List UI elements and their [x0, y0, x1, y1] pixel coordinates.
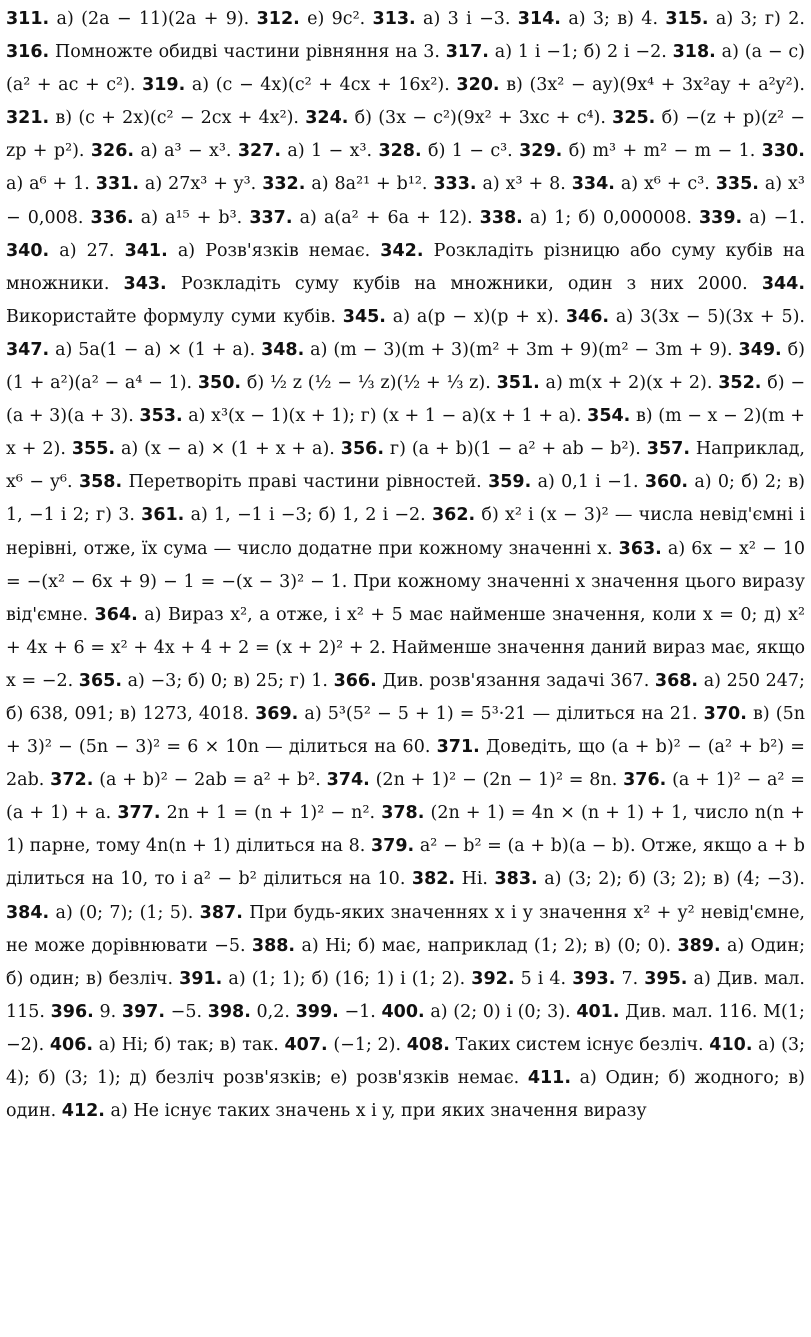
answer-text: а) m(x + 2)(x + 2). [545, 373, 713, 394]
answer-text: 7. [621, 968, 639, 989]
answer-number: 356. [340, 439, 384, 460]
answer-number: 379. [371, 836, 415, 857]
answer-number: 401. [576, 1001, 620, 1022]
answer-text: (a + b)² − 2ab = a² + b². [99, 770, 321, 791]
answer-text: а) Див. мал. 115. [6, 968, 805, 1022]
answer-number: 326. [90, 141, 135, 162]
answer-number: 410. [709, 1034, 753, 1055]
answer-text: а) (2; 0) і (0; 3). [430, 1001, 571, 1022]
answer-number: 339. [698, 207, 743, 228]
answer-text: а) x⁶ + c³. [620, 174, 710, 195]
answer-number: 321. [6, 108, 50, 129]
answer-text: Див. мал. 116. M(1; −2). [6, 1001, 805, 1055]
answer-text: а) x³ − 0,008. [6, 174, 805, 228]
answer-number: 398. [207, 1001, 251, 1022]
answer-number: 341. [124, 240, 168, 261]
answer-number: 329. [519, 141, 563, 162]
answer-text: Помножте обидві частини рівняння на 3. [55, 42, 440, 63]
answer-number: 399. [295, 1001, 339, 1022]
answer-number: 408. [406, 1034, 450, 1055]
answer-text: а) 250 247; б) 638, 091; в) 1273, 4018. [6, 670, 805, 724]
answer-text: е) 9c². [307, 9, 366, 29]
answer-text: а) x³ + 8. [482, 174, 566, 195]
answer-text: Розкладіть різницю або суму кубів на множники. [6, 240, 805, 294]
answer-number: 397. [121, 1001, 166, 1022]
answer-text: Таких систем існує безліч. [455, 1034, 704, 1055]
answer-number: 357. [646, 439, 690, 460]
answer-number: 353. [139, 406, 183, 427]
answer-number: 335. [715, 174, 759, 195]
answer-number: 364. [94, 604, 138, 625]
answer-text: а) Один; б) один; в) безліч. [6, 935, 805, 989]
answer-text: При будь-яких значеннях x і y значення x² + y² невід'ємне, не може дорівнювати −5. [6, 902, 805, 956]
answer-text: а) 8a²¹ + b¹². [311, 174, 428, 195]
answer-text: а) (3; 2); б) (3; 2); в) (4; −3). [544, 869, 805, 890]
answer-number: 377. [117, 803, 161, 824]
answer-text: а) a³ − x³. [140, 141, 232, 162]
answer-number: 389. [677, 935, 721, 956]
answer-text: а) 5³(5² − 5 + 1) = 5³·21 — ділиться на 21. [304, 703, 698, 724]
answer-number: 319. [142, 75, 186, 96]
answer-text: Розкладіть суму кубів на множники, один з них 2000. [180, 273, 748, 294]
answer-number: 396. [50, 1001, 94, 1022]
answer-text: а) 27. [59, 240, 115, 261]
answer-text: (2n + 1) = 4n × (n + 1) + 1, число n(n + 1) парне, тому 4n(n + 1) ділиться на 8. [6, 803, 805, 857]
answer-number: 333. [433, 174, 477, 195]
answer-number: 368. [654, 670, 699, 691]
answer-number: 383. [494, 869, 538, 890]
answer-text: а) 1; б) 0,000008. [529, 207, 692, 228]
answer-text: Перетворіть праві частини рівностей. [128, 472, 482, 493]
answer-number: 311. [6, 9, 50, 29]
answer-number: 407. [284, 1034, 328, 1055]
answer-number: 331. [95, 174, 139, 195]
answer-number: 332. [262, 174, 306, 195]
answer-text: а) 1, −1 і −3; б) 1, 2 і −2. [190, 505, 426, 526]
answer-number: 340. [6, 240, 50, 261]
answer-text: а) 1 − x³. [287, 141, 373, 162]
answer-text: (−1; 2). [333, 1034, 402, 1055]
answer-number: 382. [411, 869, 456, 890]
answer-number: 346. [565, 306, 610, 327]
answer-text: (a + 1)² − a² = (a + 1) + a. [6, 770, 805, 824]
answer-text: а) (0; 7); (1; 5). [55, 902, 194, 923]
answer-text: Доведіть, що (a + b)² − (a² + b²) = 2ab. [6, 737, 805, 791]
answer-text: а) 6x − x² − 10 = −(x² − 6x + 9) − 1 = −(x − 3)² − 1. При кожному значенні x значення цього виразу від'ємне. [6, 538, 805, 625]
answer-text: −5. [170, 1001, 203, 1022]
answer-number: 334. [571, 174, 615, 195]
answer-number: 406. [49, 1034, 94, 1055]
answer-number: 325. [612, 108, 656, 129]
answer-number: 363. [618, 538, 662, 559]
answer-number: 318. [672, 42, 716, 63]
answer-text: а) −3; б) 0; в) 25; г) 1. [127, 670, 328, 691]
answer-number: 314. [517, 9, 561, 29]
answer-number: 350. [197, 373, 242, 394]
answer-number: 411. [527, 1068, 571, 1088]
answer-text: в) (5n + 3)² − (5n − 3)² = 6 × 10n — ділиться на 60. [6, 703, 805, 758]
answer-text: 0,2. [256, 1001, 290, 1022]
answer-number: 324. [305, 108, 349, 129]
answer-number: 369. [255, 703, 299, 724]
answer-text: Ні. [461, 869, 488, 890]
answer-text: в) (m − x − 2)(m + x + 2). [6, 406, 805, 460]
answer-number: 359. [488, 472, 532, 493]
answer-number: 344. [761, 273, 805, 294]
answer-text: а) (2a − 11)(2a + 9). [56, 9, 250, 29]
answer-number: 327. [237, 141, 281, 162]
answer-text: а) 1 і −1; б) 2 і −2. [494, 42, 667, 63]
answer-number: 384. [6, 902, 50, 923]
answer-text: б) ½ z (½ − ⅓ z)(½ + ⅓ z). [246, 373, 491, 394]
answer-number: 370. [703, 703, 747, 724]
answer-number: 371. [436, 737, 480, 758]
answer-number: 352. [718, 373, 762, 394]
answer-number: 345. [342, 306, 386, 327]
answer-number: 355. [71, 439, 116, 460]
answer-text: а) (x − a) × (1 + x + a). [120, 439, 335, 460]
answer-text: а) a(p − x)(p + x). [392, 306, 560, 327]
answer-text: а) 3(3x − 5)(3x + 5). [615, 306, 805, 327]
answer-number: 378. [381, 803, 425, 824]
answer-number: 336. [90, 207, 134, 228]
answer-number: 362. [431, 505, 476, 526]
answer-text: а) a(a² + 6a + 12). [299, 207, 473, 228]
answer-number: 317. [445, 42, 489, 63]
answer-text: а) (a − c)(a² + ac + c²). [6, 42, 805, 96]
answer-text: а) 3 і −3. [423, 9, 511, 29]
answer-number: 387. [199, 902, 243, 923]
answer-number: 313. [372, 9, 416, 29]
answer-text: а) 0; б) 2; в) 1, −1 і 2; г) 3. [6, 472, 805, 526]
answer-number: 343. [123, 273, 167, 294]
answer-number: 348. [261, 339, 305, 360]
answer-number: 351. [496, 373, 540, 394]
answer-number: 374. [326, 770, 370, 791]
answer-text: а) a¹⁵ + b³. [140, 207, 243, 228]
answer-text: а) a⁶ + 1. [6, 174, 90, 195]
answer-number: 400. [381, 1001, 425, 1022]
answer-text: б) (1 + a²)(a² − a⁴ − 1). [6, 339, 805, 394]
answer-text: а) Ні; б) має, наприклад (1; 2); в) (0; 0). [301, 935, 672, 956]
answer-number: 361. [141, 505, 185, 526]
answer-number: 349. [738, 339, 782, 360]
answer-number: 328. [378, 141, 422, 162]
answer-text: 2n + 1 = (n + 1)² − n². [166, 803, 376, 824]
answer-number: 320. [456, 75, 500, 96]
answer-text: (2n + 1)² − (2n − 1)² = 8n. [375, 770, 618, 791]
answer-number: 312. [256, 9, 300, 29]
answer-number: 354. [587, 406, 631, 427]
answer-text: а) −1. [749, 207, 805, 228]
answer-text: а) (c − 4x)(c² + 4cx + 16x²). [191, 75, 450, 96]
answer-text: Використайте формулу суми кубів. [6, 306, 336, 327]
answer-text: а) (3; 4); б) (3; 1); д) безліч розв'язків; е) розв'язків немає. [6, 1034, 805, 1088]
answer-number: 316. [6, 42, 50, 63]
answer-text: а) 3; в) 4. [568, 9, 659, 29]
answers-page [6, 3, 805, 1128]
answer-number: 395. [644, 968, 688, 989]
answer-text: б) −(a + 3)(a + 3). [6, 373, 805, 427]
answer-number: 360. [644, 472, 689, 493]
answer-text: б) x² і (x − 3)² — числа невід'ємні і нерівні, отже, їх сума — число додатне при кожному значенні x. [6, 505, 805, 559]
answer-text: 9. [99, 1001, 117, 1022]
answer-text: в) (3x² − ay)(9x⁴ + 3x²ay + a²y²). [506, 75, 805, 96]
answer-text: а) 3; г) 2. [715, 9, 805, 29]
answer-number: 315. [665, 9, 709, 29]
answer-text: а) 5a(1 − a) × (1 + a). [55, 339, 256, 360]
answer-number: 330. [761, 141, 805, 162]
answer-text: 5 і 4. [520, 968, 567, 989]
answer-number: 365. [78, 670, 122, 691]
answer-text: б) 1 − c³. [428, 141, 513, 162]
answer-text: Див. розв'язання задачі 367. [382, 670, 650, 691]
answer-text: в) (c + 2x)(c² − 2cx + 4x²). [55, 108, 299, 129]
answer-text: б) (3x − c²)(9x² + 3xc + c⁴). [354, 108, 606, 129]
answer-text: а) x³(x − 1)(x + 1); г) (x + 1 − a)(x + 1 + a). [188, 406, 582, 427]
answer-number: 393. [572, 968, 616, 989]
answer-text: а) 27x³ + y³. [144, 174, 257, 195]
answer-text: а) Не існує таких значень x і y, при яких значення виразу [110, 1101, 647, 1122]
answer-text: б) m³ + m² − m − 1. [568, 141, 756, 162]
answer-text: а) Розв'язків немає. [177, 240, 371, 261]
answer-text: −1. [344, 1001, 376, 1022]
answers-paragraph [6, 3, 805, 1128]
answer-text: а) Один; б) жодного; в) один. [6, 1068, 805, 1122]
answer-number: 337. [249, 207, 293, 228]
answer-number: 412. [61, 1101, 105, 1122]
answer-text: а) (m − 3)(m + 3)(m² + 3m + 9)(m² − 3m + 9). [310, 339, 733, 360]
answer-text: б) −(z + p)(z² − zp + p²). [6, 108, 805, 162]
answer-number: 372. [50, 770, 94, 791]
answer-number: 347. [6, 339, 50, 360]
answer-number: 392. [471, 968, 515, 989]
answer-text: г) (a + b)(1 − a² + ab − b²). [389, 439, 641, 460]
answer-number: 391. [179, 968, 223, 989]
answer-number: 388. [251, 935, 296, 956]
answer-number: 342. [380, 240, 424, 261]
answer-number: 338. [479, 207, 523, 228]
answer-text: а) Вираз x², а отже, і x² + 5 має найменше значення, коли x = 0; д) x² + 4x + 6 = x² + 4x + 4 + 2 = (x + 2)² + 2. Найменше значення даний вираз має, якщо x = −2. [6, 604, 805, 691]
answer-text: а) (1; 1); б) (16; 1) і (1; 2). [228, 968, 466, 989]
answer-text: а) 0,1 і −1. [537, 472, 639, 493]
answer-number: 358. [78, 472, 123, 493]
answer-number: 376. [623, 770, 667, 791]
answer-text: a² − b² = (a + b)(a − b). Отже, якщо a + b ділиться на 10, то і a² − b² ділиться на 10. [6, 836, 805, 890]
answer-text: Наприклад, x⁶ − y⁶. [6, 439, 805, 493]
answer-text: а) Ні; б) так; в) так. [98, 1034, 279, 1055]
answer-number: 366. [333, 670, 377, 691]
